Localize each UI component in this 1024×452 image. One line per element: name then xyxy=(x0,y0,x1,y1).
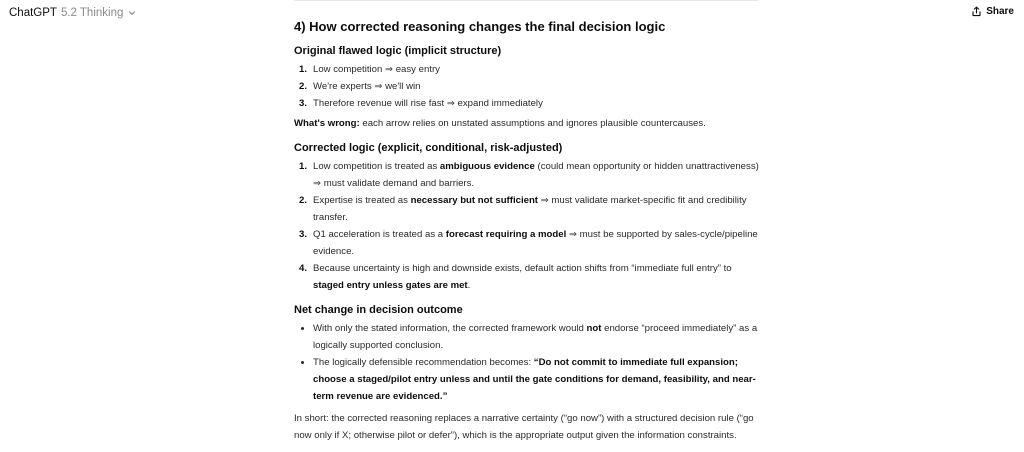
chevron-down-icon xyxy=(128,9,136,17)
original-logic-list xyxy=(294,61,762,112)
list-item: 1. Low competition ⇒ easy entry xyxy=(299,64,440,75)
model-name: ChatGPT xyxy=(9,7,57,19)
list-item: 3. Q1 acceleration is treated as a forecast requiring a model ⇒ must be supported by sales-cycle/pipeline evidence. xyxy=(299,229,758,257)
corrected-logic-list xyxy=(294,158,762,294)
bullet xyxy=(301,327,304,330)
net-change-heading: Net change in decision outcome xyxy=(294,304,463,316)
model-selector[interactable] xyxy=(9,6,136,20)
model-version: 5.2 Thinking xyxy=(60,7,124,19)
share-label: Share xyxy=(986,6,1014,17)
summary-paragraph: In short: the corrected reasoning replaces a narrative certainty (“go now”) with a structured decision rule (“go now only if X; otherwise pilot or defer”), which is the appropriate output given the information constraints. xyxy=(294,413,754,441)
bullet xyxy=(301,361,304,364)
assistant-message xyxy=(294,17,762,448)
original-logic-heading: Original flawed logic (implicit structure) xyxy=(294,45,502,57)
list-item: 3. Therefore revenue will rise fast ⇒ expand immediately xyxy=(299,98,543,109)
corrected-logic-heading: Corrected logic (explicit, conditional, risk-adjusted) xyxy=(294,142,563,154)
whats-wrong-paragraph: What's wrong: each arrow relies on unstated assumptions and ignores plausible countercauses. xyxy=(294,118,706,129)
list-item: The logically defensible recommendation becomes: “Do not commit to immediate full expansion; choose a staged/pilot entry unless and until the gate conditions for demand, feasibility, and near-term revenue are evidenced.” xyxy=(294,354,762,405)
list-item: 1. Low competition is treated as ambiguous evidence (could mean opportunity or hidden unattractiveness) ⇒ must validate demand and barriers. xyxy=(299,161,759,189)
net-change-list xyxy=(294,320,762,405)
share-button[interactable] xyxy=(967,5,1018,18)
list-item: With only the stated information, the corrected framework would not endorse “proceed immediately” as a logically supported conclusion. xyxy=(294,320,762,354)
divider xyxy=(294,0,758,1)
share-icon xyxy=(971,6,982,17)
list-item: 2. We're experts ⇒ we'll win xyxy=(299,81,421,92)
list-item: 2. Expertise is treated as necessary but not sufficient ⇒ must validate market-specific fit and credibility transfer. xyxy=(299,195,747,223)
list-item: 4. Because uncertainty is high and downside exists, default action shifts from “immediate full entry” to staged entry unless gates are met. xyxy=(299,263,732,291)
section-title: 4) How corrected reasoning changes the final decision logic xyxy=(294,19,666,34)
